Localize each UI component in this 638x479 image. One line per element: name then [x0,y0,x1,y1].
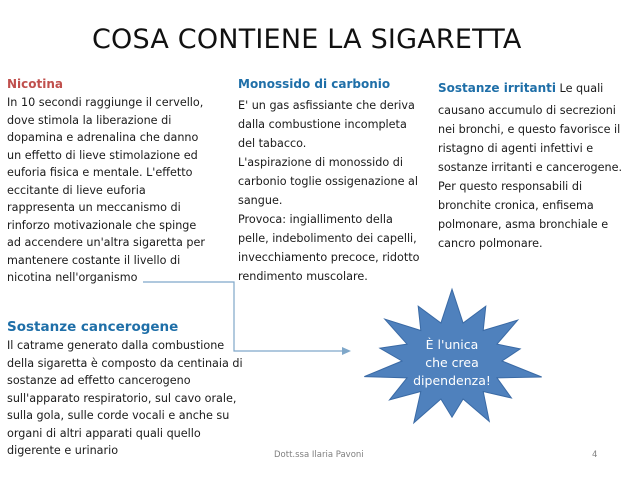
monossido-line: sangue. [238,194,283,207]
irritanti-block [438,77,622,253]
cancerogene-line: sulla gola, sulle corde vocali e anche su [7,409,230,422]
nicotina-line: euforia fisica e mentale. L'effetto [7,166,193,179]
irritanti-line: nei bronchi, e questo favorisce il [438,123,621,136]
callout-line: che crea [425,355,479,370]
monossido-line: dalla combustione incompleta [238,118,407,131]
monossido-line: E' un gas asfissiante che deriva [238,99,415,112]
arrow-head [342,347,351,355]
monossido-line: L'aspirazione di monossido di [238,156,403,169]
nicotina-heading: Nicotina [7,77,64,91]
callout-line: dipendenza! [413,373,491,388]
monossido-line: Provoca: ingiallimento della [238,213,393,226]
irritanti-line: cancro polmonare. [438,237,543,250]
nicotina-line: nicotina nell'organismo [7,271,138,284]
cancerogene-block [7,319,243,460]
irritanti-line: polmonare, asma bronchiale e [438,218,609,231]
nicotina-line: dopamina e adrenalina che danno [7,131,199,144]
monossido-heading: Monossido di carbonio [238,77,391,91]
nicotina-text [7,94,205,287]
nicotina-line: In 10 secondi raggiunge il cervello, [7,96,204,109]
irritanti-line: ristagno di agenti infettivi e [438,142,594,155]
nicotina-block [7,77,205,287]
cancerogene-text [7,337,243,460]
callout-text [402,336,502,390]
nicotina-line: rappresenta un meccanismo di [7,201,181,214]
cancerogene-line: sostanze ad effetto cancerogeno [7,374,191,387]
irritanti-heading: Sostanze irritanti [438,81,556,95]
monossido-line: rendimento muscolare. [238,270,368,283]
slide-title: COSA CONTIENE LA SIGARETTA [92,24,522,55]
irritanti-text [438,101,622,253]
monossido-line: del tabacco. [238,137,307,150]
nicotina-line: ad accendere un'altra sigaretta per [7,236,205,249]
monossido-line: pelle, indebolimento dei capelli, [238,232,417,245]
monossido-text [238,96,419,286]
callout-line: È l'unica [425,337,479,352]
irritanti-line: bronchite cronica, enfisema [438,199,594,212]
cancerogene-line: Il catrame generato dalla combustione [7,339,225,352]
monossido-line: carbonio toglie ossigenazione al [238,175,418,188]
footer-page-number: 4 [592,450,598,460]
irritanti-line: causano accumulo di secrezioni [438,104,616,117]
cancerogene-line: della sigaretta è composto da centinaia di [7,356,243,370]
cancerogene-line: organi di altri apparati quali quello [7,426,201,440]
nicotina-line: mantenere costante il livello di [7,253,181,267]
irritanti-heading-suffix: Le quali [556,82,604,95]
nicotina-line: rinforzo motivazionale che spinge [7,218,197,232]
cancerogene-line: digerente e urinario [7,444,119,457]
nicotina-line: eccitante di lieve euforia [7,183,146,197]
irritanti-line: Per questo responsabili di [438,180,583,193]
irritanti-line: sostanze irritanti e cancerogene. [438,161,623,174]
monossido-block [238,77,419,286]
cancerogene-line: sull'apparato respiratorio, sul cavo orale, [7,391,237,405]
nicotina-line: dove stimola la liberazione di [7,113,172,127]
cancerogene-heading: Sostanze cancerogene [7,319,179,335]
monossido-line: invecchiamento precoce, ridotto [238,251,420,264]
irritanti-heading-row [438,77,622,98]
footer-author: Dott.ssa Ilaria Pavoni [274,450,364,460]
nicotina-line: un effetto di lieve stimolazione ed [7,148,198,162]
